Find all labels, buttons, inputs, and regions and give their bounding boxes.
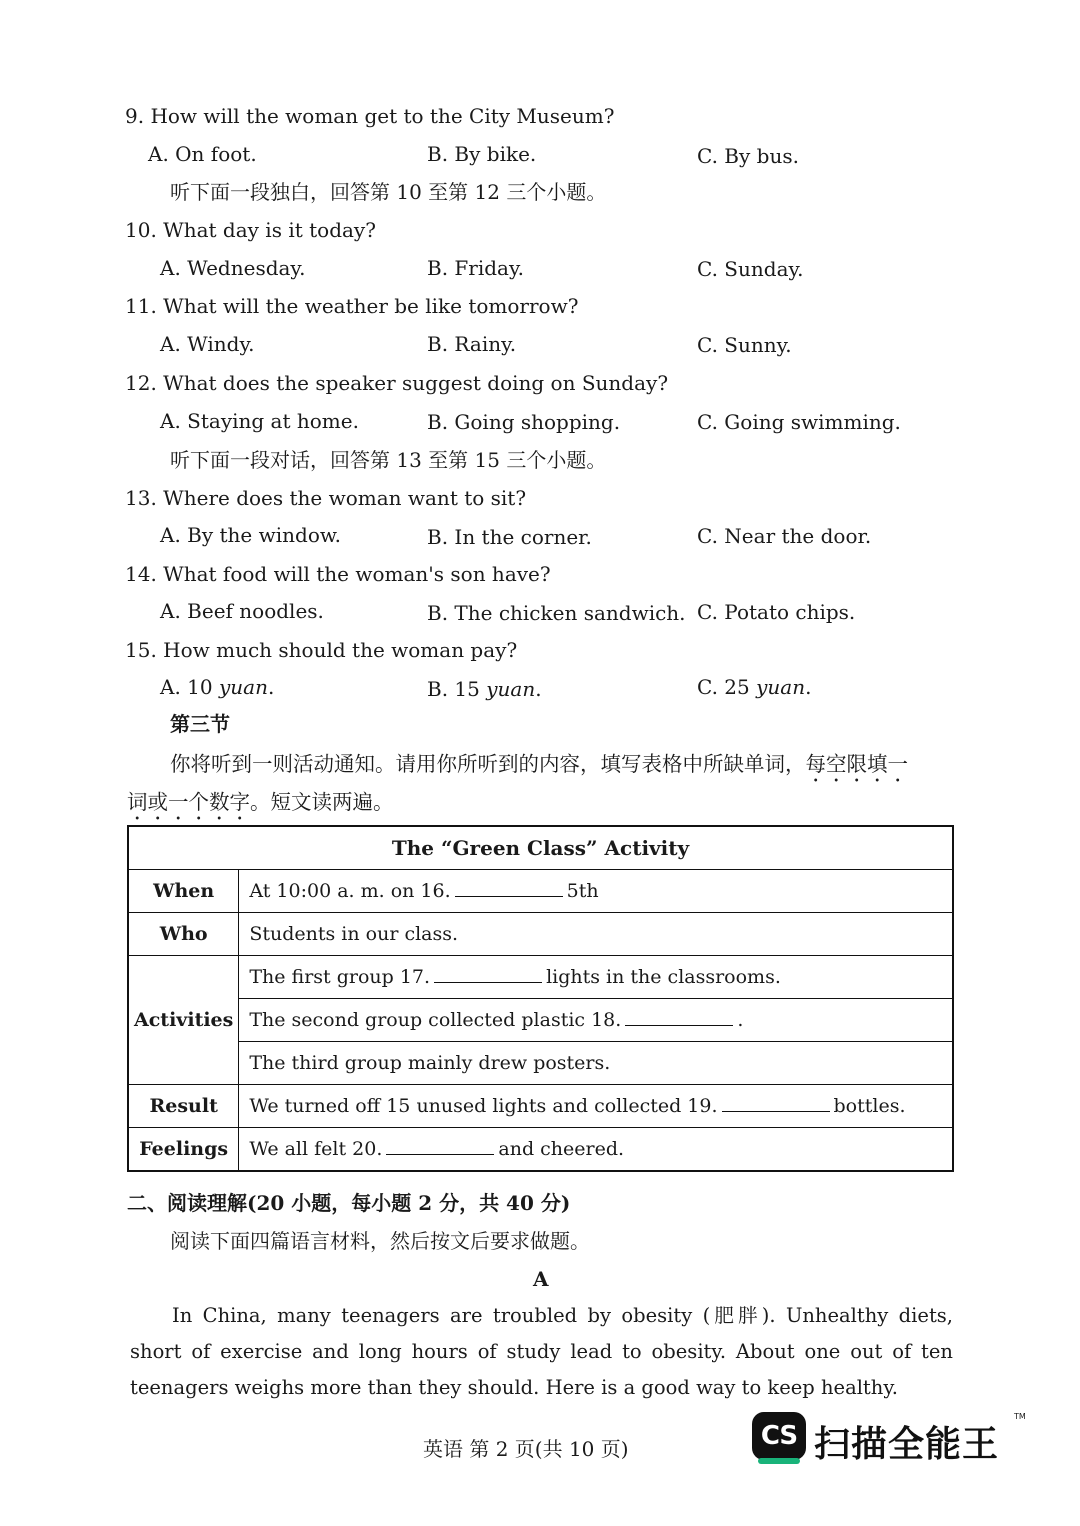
section-3-title: 第三节 — [170, 712, 230, 736]
activity-1-cell: The first group 17. lights in the classrooms. — [239, 956, 953, 999]
q10-option-a: A. Wednesday. — [160, 256, 306, 280]
part-2-instruction: 阅读下面四篇语言材料，然后按文后要求做题。 — [170, 1229, 590, 1253]
section-3-instruction-cont: 词或一个数字。短文读两遍。 — [127, 790, 394, 814]
result-label: Result — [128, 1085, 239, 1128]
q15-option-a: A. 10 yuan. — [160, 675, 275, 699]
question-13: 13. Where does the woman want to sit? — [125, 486, 527, 510]
blank-19 — [722, 1095, 830, 1112]
q11-option-a: A. Windy. — [160, 332, 255, 356]
q15-option-c: C. 25 yuan. — [697, 675, 812, 699]
result-cell: We turned off 15 unused lights and collected 19. bottles. — [239, 1085, 953, 1128]
page-footer: 英语 第 2 页(共 10 页) — [423, 1437, 629, 1461]
q14-option-a: A. Beef noodles. — [160, 599, 324, 623]
watermark-brand: 扫描全能王 — [814, 1424, 1000, 1465]
q9-option-b: B. By bike. — [427, 142, 537, 166]
q12-option-a: A. Staying at home. — [160, 409, 359, 433]
table-title: The “Green Class” Activity — [128, 826, 953, 870]
trademark-mark: TM — [1014, 1412, 1026, 1421]
q11-option-b: B. Rainy. — [427, 332, 517, 356]
feelings-cell: We all felt 20. and cheered. — [239, 1128, 953, 1172]
q13-option-a: A. By the window. — [160, 523, 341, 547]
question-10: 10. What day is it today? — [125, 218, 376, 242]
who-label: Who — [128, 913, 239, 956]
q9-option-a: A. On foot. — [148, 142, 257, 166]
when-label: When — [128, 870, 239, 913]
question-14: 14. What food will the woman's son have? — [125, 562, 551, 586]
when-cell: At 10:00 a. m. on 16. 5th — [239, 870, 953, 913]
question-15: 15. How much should the woman pay? — [125, 638, 518, 662]
part-2-title: 二、阅读理解(20 小题，每小题 2 分，共 40 分) — [127, 1191, 571, 1215]
q14-option-b: B. The chicken sandwich. — [427, 601, 686, 625]
q11-option-c: C. Sunny. — [697, 333, 792, 357]
q15-option-b: B. 15 yuan. — [427, 677, 542, 701]
camscanner-watermark — [752, 1410, 1024, 1468]
activities-label: Activities — [128, 956, 239, 1085]
blank-17 — [434, 966, 542, 983]
cs-logo-icon: CS — [752, 1412, 806, 1460]
q10-option-c: C. Sunday. — [697, 257, 804, 281]
feelings-label: Feelings — [128, 1128, 239, 1172]
q14-option-c: C. Potato chips. — [697, 600, 856, 624]
activity-3-cell: The third group mainly drew posters. — [239, 1042, 953, 1085]
blank-18 — [625, 1009, 733, 1026]
q10-option-b: B. Friday. — [427, 256, 524, 280]
q12-option-b: B. Going shopping. — [427, 410, 621, 434]
instruction-13-15: 听下面一段对话，回答第 13 至第 15 三个小题。 — [170, 448, 607, 472]
q12-option-c: C. Going swimming. — [697, 410, 901, 434]
question-12: 12. What does the speaker suggest doing on Sunday? — [125, 371, 669, 395]
blank-20 — [386, 1138, 494, 1155]
question-11: 11. What will the weather be like tomorrow? — [125, 294, 579, 318]
passage-letter: A — [533, 1267, 549, 1291]
who-cell: Students in our class. — [239, 913, 953, 956]
question-9: 9. How will the woman get to the City Museum? — [125, 104, 615, 128]
instruction-10-12: 听下面一段独白，回答第 10 至第 12 三个小题。 — [170, 180, 607, 204]
passage-a-text: In China, many teenagers are troubled by obesity (肥胖). Unhealthy diets, short of exercise and long hours of study lead to obesity. About one out of ten teenagers weighs more than they should. Here is a good way to keep healthy. — [130, 1304, 953, 1399]
section-3-instruction: 你将听到一则活动通知。请用你所听到的内容，填写表格中所缺单词，每空限填一 — [170, 752, 908, 776]
q9-option-c: C. By bus. — [697, 144, 799, 168]
green-class-table — [127, 825, 954, 1172]
activity-2-cell: The second group collected plastic 18. . — [239, 999, 953, 1042]
q13-option-b: B. In the corner. — [427, 525, 592, 549]
q13-option-c: C. Near the door. — [697, 524, 872, 548]
blank-16 — [455, 880, 563, 897]
